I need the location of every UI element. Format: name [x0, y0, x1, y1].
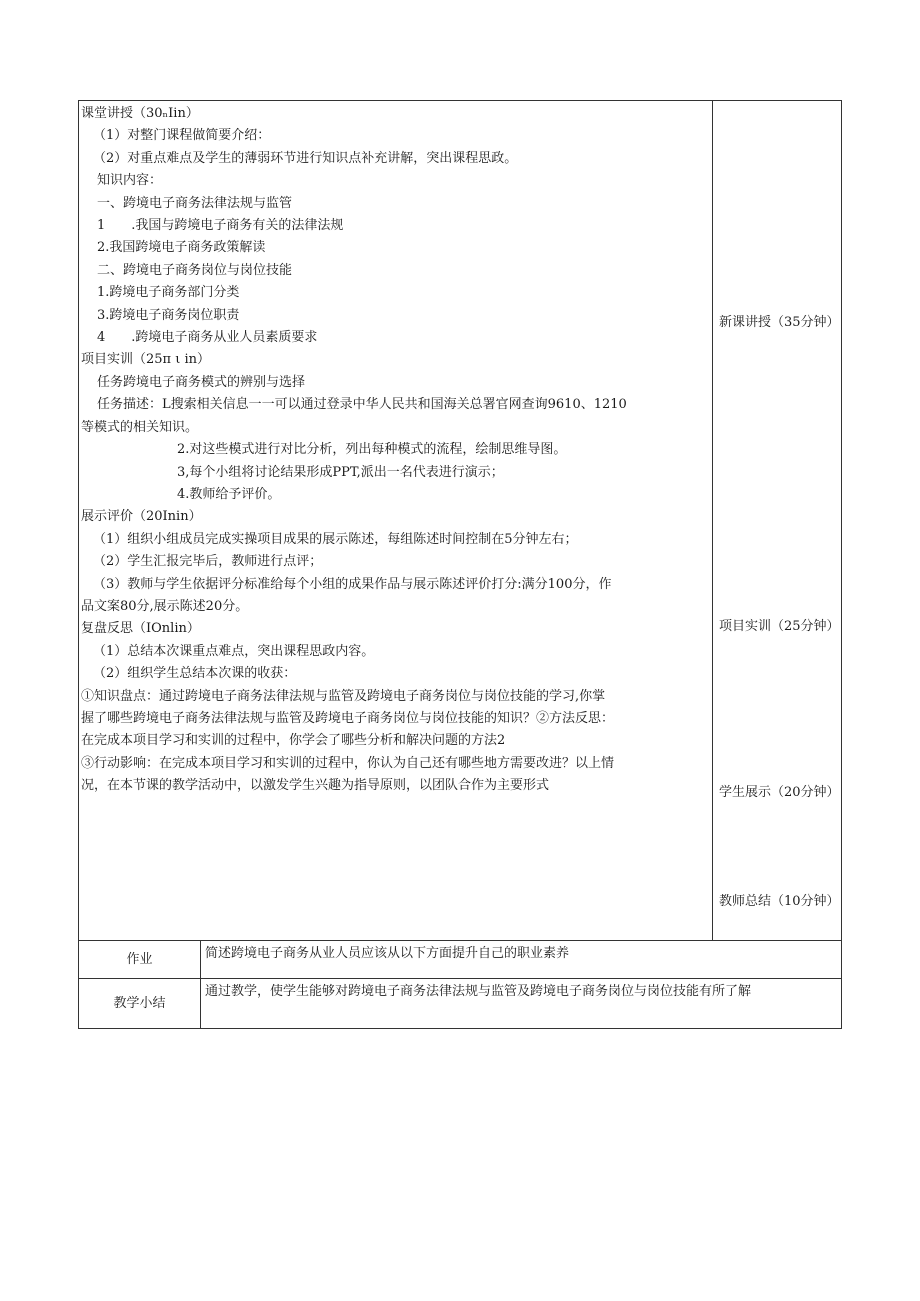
time-item-teacher-summary: 教师总结（10分钟）: [719, 894, 840, 909]
lesson-line: 握了哪些跨境电子商务法律法规与监管及跨境电子商务岗位与岗位技能的知识？②方法反思：: [81, 710, 615, 726]
homework-row: [79, 941, 842, 979]
lesson-line: （1）总结本次课重点难点，突出课程思政内容。: [93, 643, 375, 659]
lesson-process-text: [79, 101, 712, 798]
lesson-line: 3.跨境电子商务岗位职责: [97, 307, 240, 323]
lesson-line: （2）组织学生总结本次课的收获：: [93, 666, 297, 682]
lesson-line: 在完成本项目学习和实训的过程中，你学会了哪些分析和解决问题的方法2: [81, 733, 506, 749]
time-item-new-lecture: 新课讲授（35分钟）: [719, 315, 840, 330]
lesson-line: （2）学生汇报完毕后，教师进行点评；: [93, 554, 323, 570]
lesson-line: 复盘反思（IOnlin）: [81, 621, 200, 637]
lesson-line: 况，在本节课的教学活动中，以激发学生兴趣为指导原则，以团队合作为主要形式: [81, 778, 550, 794]
lesson-line: 品文案80分,展示陈述20分。: [81, 598, 249, 614]
lesson-process-cell: [79, 101, 713, 941]
summary-row: [79, 979, 842, 1029]
lesson-line: 1.跨境电子商务部门分类: [97, 285, 240, 301]
lesson-line: 等模式的相关知识。: [81, 419, 199, 435]
lesson-line: 任务描述：L搜索相关信息一一可以通过登录中华人民共和国海关总署官网查询9610、1210: [97, 397, 627, 413]
lesson-line: 二、跨境电子商务岗位与岗位技能: [97, 262, 293, 278]
main-row: [79, 101, 842, 941]
lesson-line: 2.对这些模式进行对比分析，列出每种模式的流程，绘制思维导图。: [177, 442, 567, 458]
time-allocation-cell: [713, 101, 842, 941]
lesson-line: （2）对重点难点及学生的薄弱环节进行知识点补充讲解，突出课程思政。: [93, 150, 518, 166]
lesson-line: 知识内容：: [97, 173, 163, 189]
lesson-line: ①知识盘点：通过跨境电子商务法律法规与监管及跨境电子商务岗位与岗位技能的学习,你掌: [81, 688, 606, 704]
time-item-project-training: 项目实训（25分钟）: [719, 619, 840, 634]
lesson-line: 任务跨境电子商务模式的辨别与选择: [97, 374, 306, 390]
lesson-line: 2.我国跨境电子商务政策解读: [97, 240, 266, 256]
lesson-line: 课堂讲授（30ₙIin）: [81, 106, 199, 121]
lesson-table: [78, 100, 842, 1029]
lesson-line: 3,每个小组将讨论结果形成PPT,派出一名代表进行演示；: [177, 464, 504, 480]
summary-text: 通过教学，使学生能够对跨境电子商务法律法规与监管及跨境电子商务岗位与岗位技能有所了解: [201, 979, 842, 1029]
lesson-line: 一、跨境电子商务法律法规与监管: [97, 195, 293, 211]
time-item-student-presentation: 学生展示（20分钟）: [719, 785, 840, 800]
lesson-line: 4 .跨境电子商务从业人员素质要求: [97, 330, 318, 346]
homework-text: 简述跨境电子商务从业人员应该从以下方面提升自己的职业素养: [201, 941, 842, 979]
lesson-line: 项目实训（25π ι in）: [81, 352, 210, 368]
lesson-line: 4.教师给予评价。: [177, 486, 281, 502]
lesson-line: （1）对整门课程做简要介绍：: [93, 128, 271, 144]
lesson-line: （3）教师与学生依据评分标准给每个小组的成果作品与展示陈述评价打分:满分100分，作: [93, 576, 612, 592]
homework-label: 作业: [79, 941, 201, 979]
lesson-line: 1 .我国与跨境电子商务有关的法律法规: [97, 218, 344, 234]
lesson-line: ③行动影响：在完成本项目学习和实训的过程中，你认为自己还有哪些地方需要改进？以上情: [81, 755, 615, 771]
lesson-line: 展示评价（20Inin）: [81, 509, 202, 525]
summary-label: 教学小结: [79, 979, 201, 1029]
lesson-line: （1）组织小组成员完成实操项目成果的展示陈述，每组陈述时间控制在5分钟左右；: [93, 531, 578, 547]
